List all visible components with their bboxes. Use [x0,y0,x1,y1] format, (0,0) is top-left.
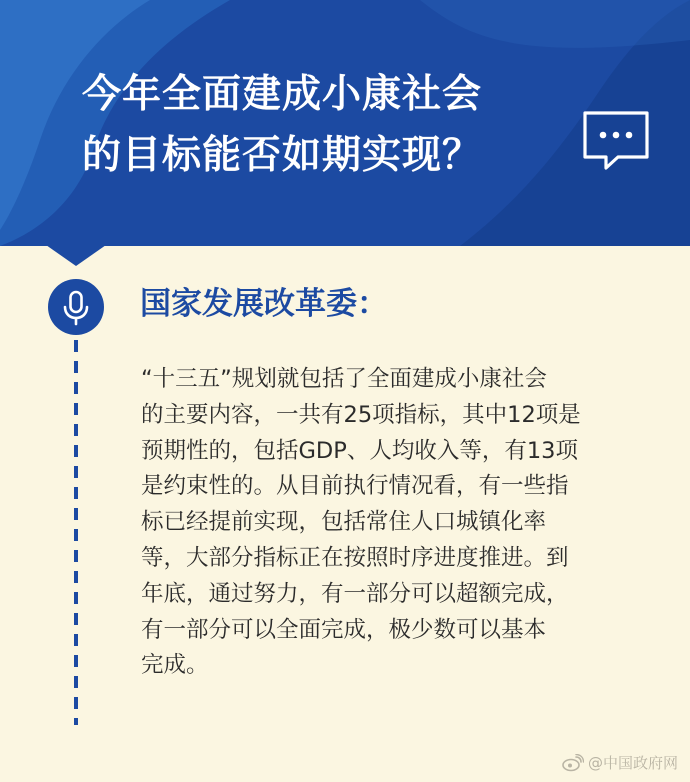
answer-paragraph [141,362,641,684]
watermark [562,754,678,772]
page-title [82,64,552,186]
speaker-heading: 国家发展改革委： [140,286,388,322]
answer-line: 年底，通过努力，有一部分可以超额完成， [141,580,569,607]
dashed-timeline [74,340,78,725]
header-notch [46,245,106,267]
answer-line: 标已经提前实现，包括常住人口城镇化率 [141,509,547,536]
answer-line: 预期性的，包括GDP、人均收入等，有13项 [141,437,578,464]
answer-line: 等，大部分指标正在按照时序进度推进。到 [141,544,569,571]
title-line-1: 今年全面建成小康社会 [82,72,483,117]
title-line-2: 的目标能否如期实现？ [82,133,483,178]
weibo-logo-icon [562,754,584,772]
answer-line: 是约束性的。从目前执行情况看，有一些指 [141,473,569,500]
answer-line: 的主要内容，一共有25项指标，其中12项是 [141,401,581,428]
speech-bubble-icon [580,110,652,174]
microphone-icon [48,279,104,335]
answer-line: 完成。 [141,652,209,679]
answer-line: “十三五”规划就包括了全面建成小康社会 [141,366,547,392]
watermark-text: @中国政府网 [587,754,678,772]
answer-line: 有一部分可以全面完成，极少数可以基本 [141,616,547,643]
header-banner [0,0,690,246]
